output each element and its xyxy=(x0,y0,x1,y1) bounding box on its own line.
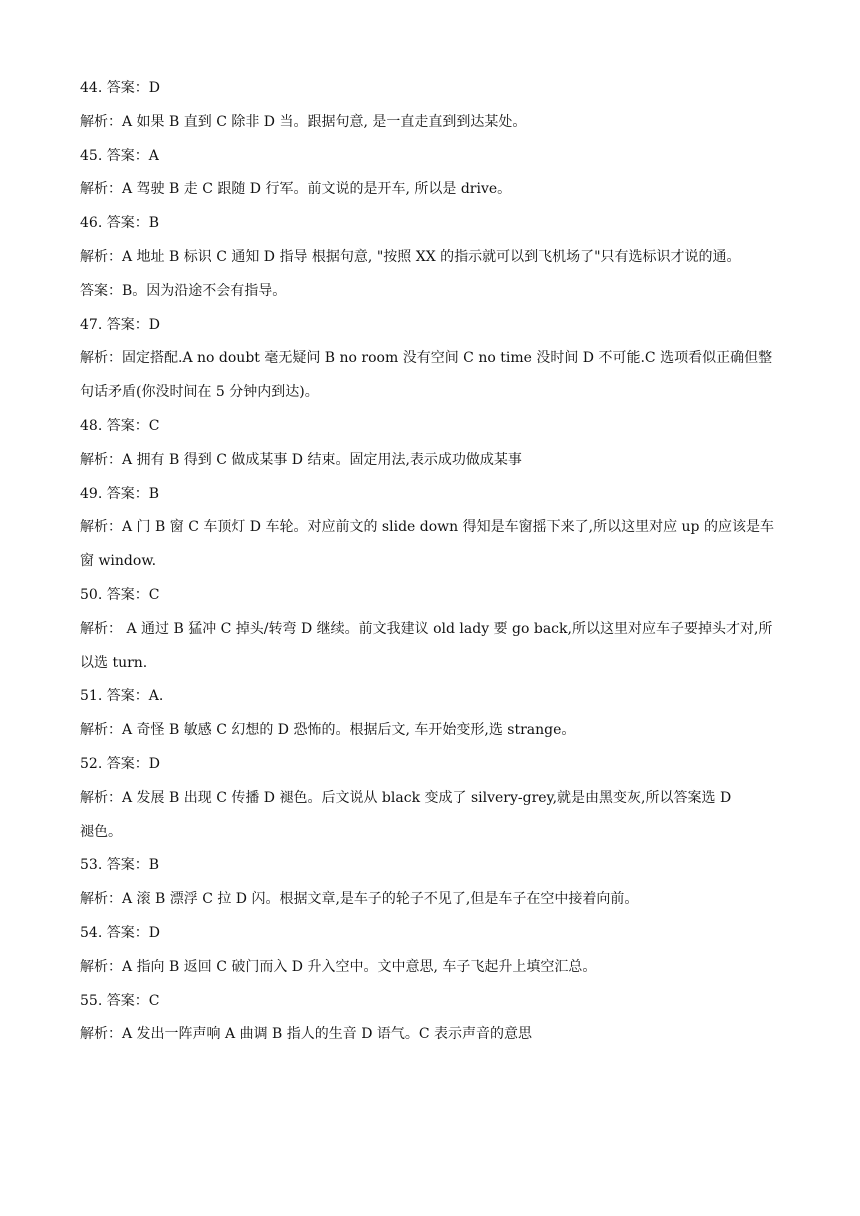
question-number: 44. xyxy=(80,80,103,96)
answer-line-44 xyxy=(80,72,785,106)
explanation-54: 解析：A 指向 B 返回 C 破门而入 D 升入空中。文中意思, 车子飞起升上填空汇总。 xyxy=(80,958,597,975)
answer-line-52 xyxy=(80,748,785,782)
explanation-46-extra: 答案：B。因为沿途不会有指导。 xyxy=(80,282,287,299)
answer-text: 答案：C xyxy=(106,992,160,1009)
answer-text: 答案：C xyxy=(106,586,160,603)
answer-line-55 xyxy=(80,985,785,1019)
answer-line-46 xyxy=(80,207,785,241)
question-number: 54. xyxy=(80,924,103,941)
question-number: 47. xyxy=(80,316,103,333)
question-number: 52. xyxy=(80,755,103,772)
answer-line-50 xyxy=(80,579,785,613)
question-number: 51. xyxy=(80,688,103,705)
answer-line-51 xyxy=(80,680,785,714)
explanation-45: 解析：A 驾驶 B 走 C 跟随 D 行军。前文说的是开车, 所以是 drive。 xyxy=(80,181,512,198)
answer-line-49 xyxy=(80,478,785,512)
explanation-50: 解析： A 通过 B 猛冲 C 掉头/转弯 D 继续。前文我建议 old lady 要 go back,所以这里对应车子要掉头才对,所以选 turn. xyxy=(80,620,773,671)
answer-text: 答案：D xyxy=(106,316,160,333)
answer-text: 答案：B xyxy=(106,857,160,874)
answer-text: 答案：B xyxy=(106,215,160,232)
answer-text: 答案：D xyxy=(106,924,160,941)
question-number: 53. xyxy=(80,857,103,874)
question-number: 46. xyxy=(80,215,103,232)
question-number: 48. xyxy=(80,417,103,434)
answer-key xyxy=(80,72,785,1052)
explanation-48: 解析：A 拥有 B 得到 C 做成某事 D 结束。固定用法,表示成功做成某事 xyxy=(80,451,522,468)
answer-text: 答案：D xyxy=(106,755,160,772)
explanation-52-extra: 褪色。 xyxy=(80,823,122,840)
explanation-46: 解析：A 地址 B 标识 C 通知 D 指导 根据句意, "按照 XX 的指示就可以到飞机场了"只有选标识才说的通。 xyxy=(80,248,741,265)
answer-line-54 xyxy=(80,917,785,951)
explanation-53: 解析：A 滚 B 漂浮 C 拉 D 闪。根据文章,是车子的轮子不见了,但是车子在空中接着向前。 xyxy=(80,891,639,908)
answer-line-47 xyxy=(80,309,785,343)
answer-text: 答案：D xyxy=(106,80,160,96)
answer-line-45 xyxy=(80,140,785,174)
answer-line-48 xyxy=(80,410,785,444)
explanation-52: 解析：A 发展 B 出现 C 传播 D 褪色。后文说从 black 变成了 silvery-grey,就是由黑变灰,所以答案选 D xyxy=(80,789,732,806)
explanation-55: 解析：A 发出一阵声响 A 曲调 B 指人的生音 D 语气。C 表示声音的意思 xyxy=(80,1026,533,1043)
question-number: 50. xyxy=(80,586,103,603)
question-number: 55. xyxy=(80,992,103,1009)
answer-text: 答案：A xyxy=(106,147,159,164)
answer-line-53 xyxy=(80,849,785,883)
question-number: 45. xyxy=(80,147,103,164)
explanation-47: 解析：固定搭配.A no doubt 毫无疑问 B no room 没有空间 C no time 没时间 D 不可能.C 选项看似正确但整句话矛盾(你没时间在 5 分钟内到达)。 xyxy=(80,350,773,401)
answer-text: 答案：C xyxy=(106,417,160,434)
question-number: 49. xyxy=(80,485,103,502)
explanation-49: 解析：A 门 B 窗 C 车顶灯 D 车轮。对应前文的 slide down 得知是车窗摇下来了,所以这里对应 up 的应该是车窗 window. xyxy=(80,519,774,570)
answer-text: 答案：B xyxy=(106,485,160,502)
answer-text: 答案：A. xyxy=(106,688,164,705)
explanation-44: 解析：A 如果 B 直到 C 除非 D 当。跟据句意, 是一直走直到到达某处。 xyxy=(80,113,527,130)
explanation-51: 解析：A 奇怪 B 敏感 C 幻想的 D 恐怖的。根据后文, 车开始变形,选 strange。 xyxy=(80,722,576,739)
